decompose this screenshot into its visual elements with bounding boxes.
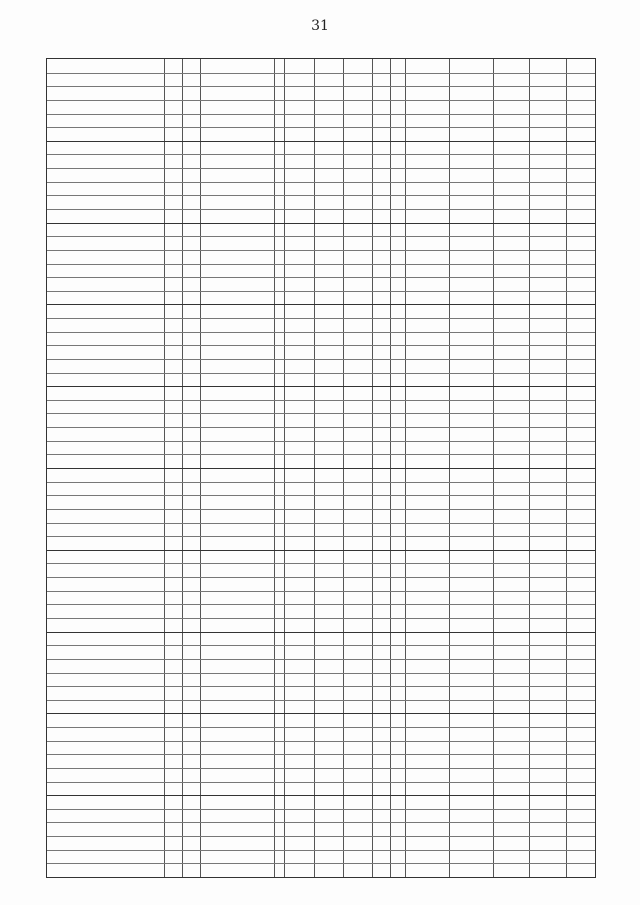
table-row-rule bbox=[47, 482, 595, 483]
table-row-rule bbox=[47, 863, 595, 864]
table-row-rule bbox=[47, 645, 595, 646]
table-row-rule bbox=[47, 127, 595, 128]
table-row-rule bbox=[47, 154, 595, 155]
table-row-rule bbox=[47, 373, 595, 374]
table-row-rule bbox=[47, 223, 595, 224]
table-row-rule bbox=[47, 604, 595, 605]
table-row-rule bbox=[47, 359, 595, 360]
table-row-rule bbox=[47, 114, 595, 115]
table-row-rule bbox=[47, 277, 595, 278]
table-row-rule bbox=[47, 250, 595, 251]
table-row-rule bbox=[47, 713, 595, 714]
table-row-rule bbox=[47, 822, 595, 823]
page-number: 31 bbox=[311, 18, 329, 34]
table-row-rule bbox=[47, 836, 595, 837]
table-row-rule bbox=[47, 673, 595, 674]
table-row-rule bbox=[47, 632, 595, 633]
table-row-rule bbox=[47, 100, 595, 101]
table-row-rule bbox=[47, 195, 595, 196]
table-row-rule bbox=[47, 386, 595, 387]
table-row-rule bbox=[47, 754, 595, 755]
table-row-rule bbox=[47, 577, 595, 578]
table-row-rule bbox=[47, 291, 595, 292]
table-row-rule bbox=[47, 209, 595, 210]
rotated-data-table bbox=[46, 58, 596, 878]
table-row-rule bbox=[47, 591, 595, 592]
table-row-rule bbox=[47, 86, 595, 87]
table-row-rule bbox=[47, 563, 595, 564]
table-row-rule bbox=[47, 400, 595, 401]
table-row-rule bbox=[47, 659, 595, 660]
table-row-rule bbox=[47, 304, 595, 305]
table-row-rule bbox=[47, 441, 595, 442]
table-row-rule bbox=[47, 332, 595, 333]
table-row-rule bbox=[47, 413, 595, 414]
table-row-rule bbox=[47, 264, 595, 265]
table-row-rule bbox=[47, 536, 595, 537]
table-row-rule bbox=[47, 686, 595, 687]
table-row-rule bbox=[47, 454, 595, 455]
table-row-rule bbox=[47, 73, 595, 74]
table-row-rule bbox=[47, 741, 595, 742]
table-row-rule bbox=[47, 782, 595, 783]
table-row-rule bbox=[47, 345, 595, 346]
table-row-rule bbox=[47, 727, 595, 728]
table-row-rule bbox=[47, 509, 595, 510]
table-row-rule bbox=[47, 850, 595, 851]
table-row-rule bbox=[47, 809, 595, 810]
table-row-rule bbox=[47, 618, 595, 619]
table-row-rule bbox=[47, 700, 595, 701]
table-row-rule bbox=[47, 427, 595, 428]
table-row-rule bbox=[47, 141, 595, 142]
table-row-rule bbox=[47, 795, 595, 796]
table-row-rule bbox=[47, 495, 595, 496]
table-row-rule bbox=[47, 550, 595, 551]
table-row-rule bbox=[47, 768, 595, 769]
table-row-rule bbox=[47, 523, 595, 524]
table-row-rule bbox=[47, 182, 595, 183]
table-row-rule bbox=[47, 318, 595, 319]
table-row-rule bbox=[47, 168, 595, 169]
table-row-rule bbox=[47, 468, 595, 469]
table-row-rule bbox=[47, 236, 595, 237]
